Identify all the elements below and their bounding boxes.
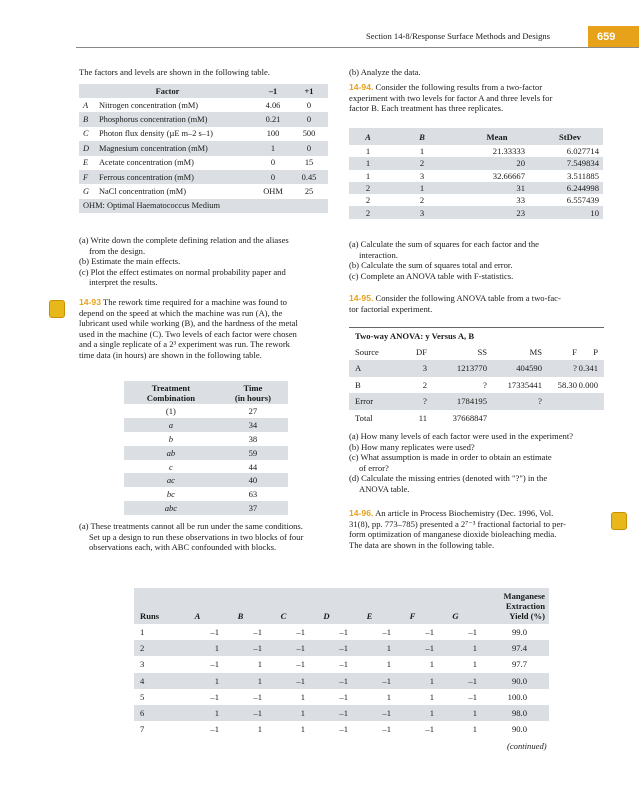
table-row: 1 1 21.33333 6.027714 [365, 146, 599, 157]
anova-title: Two-way ANOVA: y Versus A, B [355, 331, 475, 341]
table-row: F Ferrous concentration (mM) 0 0.45 [79, 170, 328, 184]
table-row: ac 40 [124, 473, 288, 487]
running-head: Section 14-8/Response Surface Methods and Designs [366, 31, 551, 41]
ex94-parts: (a) Calculate the sum of squares for each factor and the interaction. (b) Calculate the sum of squares total and error. (c) Complete an ANOVA table with F-statistics. [349, 239, 539, 281]
treatment-header: Treatment Combination [146, 382, 196, 403]
header-rule [76, 47, 639, 48]
table-row: E Acetate concentration (mM) 0 15 [83, 158, 314, 168]
treatment-table [124, 381, 288, 515]
continued-label: (continued) [507, 741, 547, 751]
exercise-14-96: 14-96. An article in Process Biochemistry (Dec. 1996, Vol. 31(8), pp. 773–785) presented a 2⁷⁻³ fractional factorial to per- form optimization of manganese dioxide bioleaching media. The data are shown in the following table. [349, 508, 566, 550]
table-row: 2 2 33 6.557439 [365, 195, 599, 206]
table-row: ab 59 [124, 446, 288, 460]
anova-table: Source DF SS MS F P A 3 1213770 404590 ? 0.341 B 2 ? 17335441 58.30 0.000 Error ? 1784195 ? Total 11 37668847 [349, 344, 604, 426]
table-row: 2 1 –1 –1 –1 1 –1 1 97.4 [134, 640, 549, 656]
table-row: abc 37 [124, 501, 288, 515]
table-row: A Nitrogen concentration (mM) 4.06 0 [83, 100, 312, 110]
exercise-marker-icon [49, 300, 65, 318]
high-level-header: +1 [304, 86, 314, 96]
table-row: 1 2 20 7.549834 [349, 157, 603, 169]
exercise-number: 14-93 [79, 297, 101, 307]
yield-header: Manganese Extraction Yield (%) [503, 591, 545, 621]
analyze-part-b: (b) Analyze the data. [349, 67, 421, 77]
table-row: b 38 [168, 433, 258, 444]
table-row: 4 1 1 –1 –1 –1 1 –1 90.0 [134, 673, 549, 689]
table-row: (1) 27 [165, 405, 258, 416]
ex95-parts: (a) How many levels of each factor were used in the experiment? (b) How many replicates were used? (c) What assumption is made in order to obtain an estimate of error? (d) Calculate the missing entries (denoted with "?") in the ANOVA table. [349, 431, 574, 494]
table-row: 6 1 –1 1 –1 –1 1 1 98.0 [134, 705, 549, 721]
exercise-14-94: 14-94. Consider the following results from a two-factor experiment with two levels for factor A and three levels for factor B. Each treatment has three replicates. [349, 82, 553, 114]
table-row: a 34 [124, 418, 288, 432]
table-row: Error ? 1784195 ? [349, 393, 604, 410]
table-row: Total 11 37668847 [355, 412, 487, 423]
exercise-14-93: 14-93 The rework time required for a machine was found to depend on the speed at which the machine was run (A), the lubricant used while working (B), and the hardness of the metal used in the machine (C). Two levels of each factor were chosen and a single replicate of a 2³ experiment was run. The rework time data (in hours) are shown in the following table. [79, 297, 298, 360]
table-row: C Photon flux density (µE m–2 s–1) 100 500 [83, 129, 316, 139]
exercise-number: 14-95. [349, 293, 374, 303]
factor-table [79, 84, 328, 213]
table-row: 1 3 32.66667 3.511885 [365, 170, 599, 181]
anova-top-rule [349, 327, 604, 328]
time-header: Time (in hours) [234, 382, 271, 403]
table-row: B 2 ? 17335441 58.30 0.000 [355, 379, 598, 390]
table-row: bc 63 [166, 489, 258, 500]
table-row: A 3 1213770 404590 ? 0.341 [349, 360, 604, 377]
exercise-marker-icon [611, 512, 627, 530]
table-row: 7 –1 1 1 –1 –1 –1 1 90.0 [140, 724, 527, 735]
low-level-header: –1 [268, 86, 278, 96]
table-row: c 44 [169, 461, 258, 472]
table-row: G NaCl concentration (mM) OHM 25 [83, 187, 314, 197]
table-row: 2 3 23 10 [349, 206, 603, 218]
factor-table-footer: OHM: Optimal Haematococcus Medium [83, 201, 220, 211]
ex92-parts: (a) Write down the complete defining relation and the aliases from the design. (b) Estimate the main effects. (c) Plot the effect estimates on normal probability paper and interpret the results. [79, 235, 289, 288]
table-row: 2 1 31 6.244998 [349, 182, 603, 194]
exercise-number: 14-94. [349, 82, 374, 92]
table-row: B Phosphorus concentration (mM) 0.21 0 [79, 112, 328, 126]
exercise-14-95: 14-95. Consider the following ANOVA table from a two-fac- tor factorial experiment. [349, 293, 561, 314]
factor-header: Factor [155, 86, 180, 96]
page-number: 659 [588, 26, 639, 48]
table-row: 5 –1 –1 1 –1 1 1 –1 100.0 [140, 691, 527, 702]
mean-stdev-table: A B Mean StDev 1 1 21.33333 6.027714 1 2 20 7.549834 1 3 32.66667 3.511885 2 1 31 6.244998 2 2 33 6.557439 2 3 23 10 [349, 128, 603, 219]
table-row: 1 –1 –1 –1 –1 –1 –1 –1 99.0 [140, 627, 527, 638]
ex93-part-a: (a) These treatments cannot all be run under the same conditions. Set up a design to run these observations in two blocks of four observations each, with ABC confounded with blocks. [79, 521, 304, 553]
factor-intro: The factors and levels are shown in the following table. [79, 67, 270, 77]
table-row: D Magnesium concentration (mM) 1 0 [79, 141, 328, 155]
manganese-table: Runs A B C D E F G Manganese Extraction Yield (%) 1 –1 –1 –1 –1 –1 –1 –1 99.0 2 1 –1 –1 –1 1 –1 1 97.4 3 –1 1 –1 –1 1 1 1 97.7 4 1 1 –1 –1 –1 1 –1 90.0 5 –1 –1 1 –1 1 1 –1 100.0 6 1 –1 1 –1 –1 1 1 98.0 7 –1 1 1 –1 –1 –1 1 90.0 [134, 588, 549, 737]
table-row: 3 –1 1 –1 –1 1 1 1 97.7 [140, 659, 527, 670]
exercise-number: 14-96. [349, 508, 374, 518]
